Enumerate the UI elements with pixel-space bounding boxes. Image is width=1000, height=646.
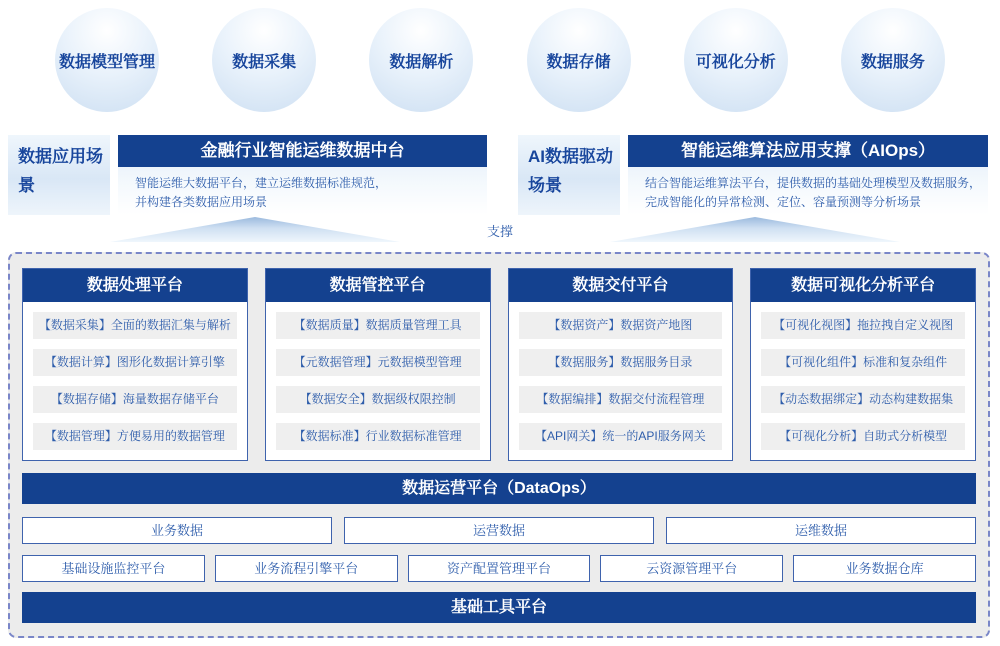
- base-platform-box: 资产配置管理平台: [408, 555, 591, 582]
- platform-feature-chip: 【数据质量】数据质量管理工具: [276, 312, 480, 339]
- capability-bubble: 数据采集: [212, 8, 316, 112]
- data-sources-row: [22, 517, 976, 544]
- base-platform-box: 业务数据仓库: [793, 555, 976, 582]
- platform-card-data-visualization: [750, 268, 976, 461]
- platform-feature-chip: 【数据编排】数据交付流程管理: [519, 386, 723, 413]
- scenario-body: [628, 135, 988, 215]
- scenario-title-bar: 智能运维算法应用支撑（AIOps）: [628, 135, 988, 167]
- support-label: 支撑: [486, 224, 513, 239]
- base-platform-box: 云资源管理平台: [600, 555, 783, 582]
- platform-feature-chip: 【数据资产】数据资产地图: [519, 312, 723, 339]
- platform-feature-chip: 【数据计算】图形化数据计算引擎: [33, 349, 237, 376]
- platform-feature-chip: 【数据服务】数据服务目录: [519, 349, 723, 376]
- base-platform-box: 基础设施监控平台: [22, 555, 205, 582]
- platform-feature-chip: 【元数据管理】元数据模型管理: [276, 349, 480, 376]
- platform-feature-chip: 【数据标准】行业数据标准管理: [276, 423, 480, 450]
- capability-bubbles-row: [0, 8, 1000, 112]
- architecture-container: [8, 252, 990, 638]
- scenario-description-line: 结合智能运维算法平台，提供数据的基础处理模型及数据服务，: [645, 176, 982, 190]
- scenario-description-line: 完成智能化的异常检测、定位、容量预测等分析场景: [645, 194, 922, 209]
- data-source-box: 业务数据: [22, 517, 332, 544]
- platform-card-data-governance: [265, 268, 491, 461]
- scenario-description: [628, 167, 988, 211]
- platform-card-data-delivery: [508, 268, 734, 461]
- capability-bubble: 数据存储: [527, 8, 631, 112]
- capability-bubble: 可视化分析: [684, 8, 788, 112]
- platform-feature-chip: 【数据管理】方便易用的数据管理: [33, 423, 237, 450]
- scenario-panel-ai-data-driven: [518, 135, 988, 215]
- scenario-title-bar: 金融行业智能运维数据中台: [118, 135, 487, 167]
- platform-feature-chip: 【可视化组件】标准和复杂组件: [761, 349, 965, 376]
- scenario-panel-data-application: [8, 135, 487, 215]
- platform-card-title: 数据管控平台: [266, 269, 490, 302]
- platform-feature-chip: 【API网关】统一的API服务网关: [519, 423, 723, 450]
- platform-feature-chip: 【动态数据绑定】动态构建数据集: [761, 386, 965, 413]
- scenario-description-line: 智能运维大数据平台，建立运维数据标准规范，: [135, 176, 388, 190]
- platform-feature-chip: 【可视化分析】自助式分析模型: [761, 423, 965, 450]
- capability-bubble: 数据解析: [369, 8, 473, 112]
- base-tools-platform-bar: 基础工具平台: [22, 592, 976, 623]
- scenario-body: [118, 135, 487, 215]
- base-platforms-row: [22, 555, 976, 582]
- scenario-tag: AI数据驱动场景: [518, 135, 620, 215]
- platform-feature-chip: 【数据存储】海量数据存储平台: [33, 386, 237, 413]
- capability-bubble: 数据模型管理: [55, 8, 159, 112]
- platform-feature-chip: 【数据安全】数据级权限控制: [276, 386, 480, 413]
- platform-card-title: 数据可视化分析平台: [751, 269, 975, 302]
- platform-columns: [22, 268, 976, 461]
- scenario-tag: 数据应用场景: [8, 135, 110, 215]
- capability-bubble: 数据服务: [841, 8, 945, 112]
- scenario-description: [118, 167, 487, 211]
- platform-feature-chip: 【可视化视图】拖拉拽自定义视图: [761, 312, 965, 339]
- dataops-platform-bar: 数据运营平台（DataOps）: [22, 473, 976, 504]
- scenario-description-line: 并构建各类数据应用场景: [135, 194, 268, 209]
- platform-card-data-processing: [22, 268, 248, 461]
- data-source-box: 运营数据: [344, 517, 654, 544]
- data-source-box: 运维数据: [666, 517, 976, 544]
- platform-card-title: 数据处理平台: [23, 269, 247, 302]
- platform-card-title: 数据交付平台: [509, 269, 733, 302]
- base-platform-box: 业务流程引擎平台: [215, 555, 398, 582]
- platform-feature-chip: 【数据采集】全面的数据汇集与解析: [33, 312, 237, 339]
